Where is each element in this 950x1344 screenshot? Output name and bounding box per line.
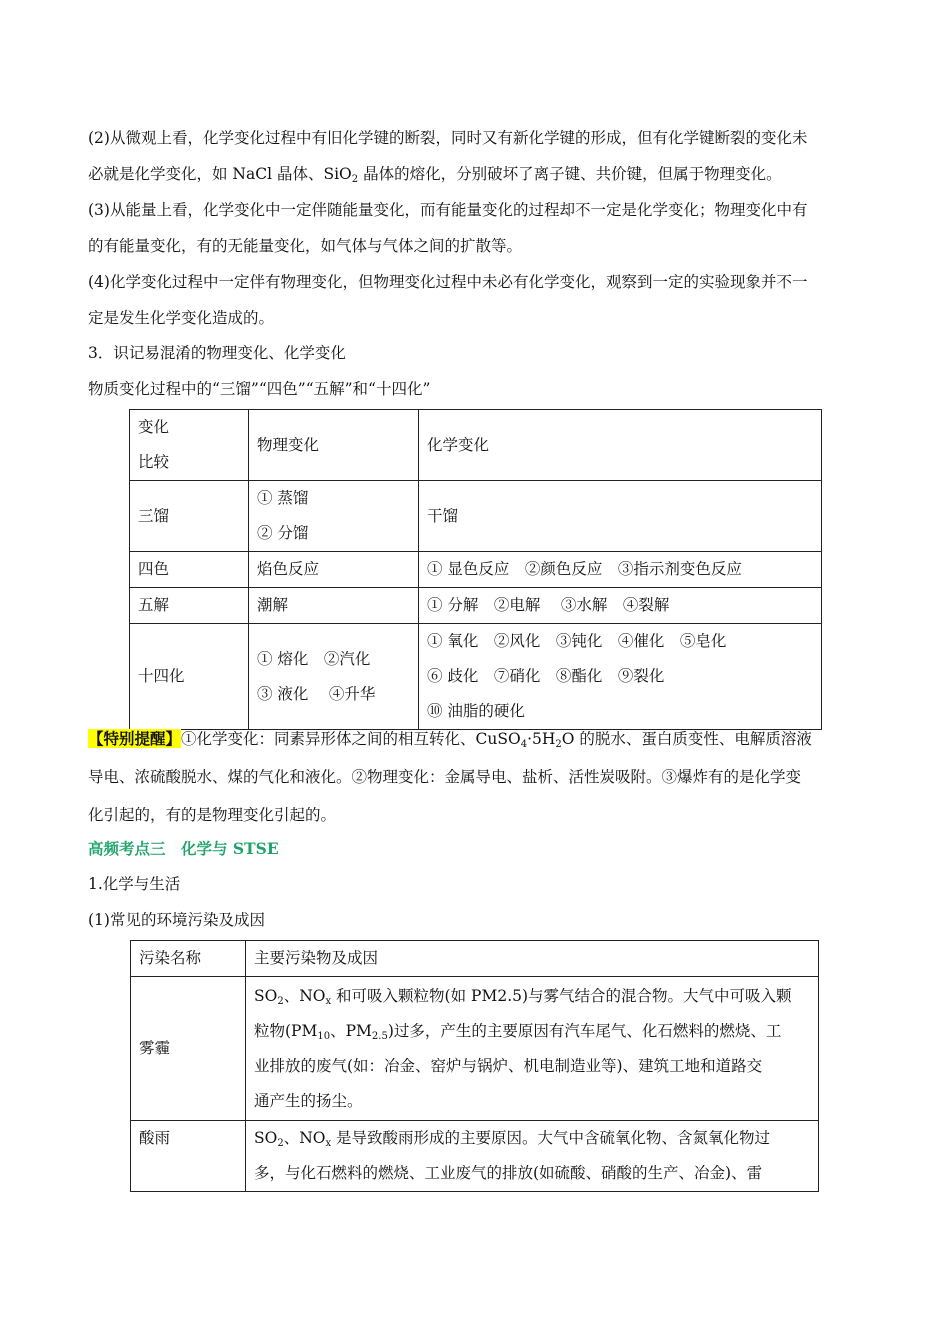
cell-line: ⑩ 油脂的硬化 bbox=[427, 702, 525, 720]
text: SO bbox=[254, 986, 278, 1005]
subscript: 2 bbox=[555, 739, 562, 750]
text: ·5H bbox=[527, 730, 556, 748]
text: 、PM bbox=[330, 1021, 372, 1040]
cell-line: ⑥ 歧化 ⑦硝化 ⑧酯化 ⑨裂化 bbox=[427, 667, 665, 685]
change-comparison-table bbox=[129, 409, 822, 730]
section-3-intro: 物质变化过程中的“三馏”“四色”“五解”和“十四化” bbox=[88, 380, 431, 398]
text: 、NO bbox=[283, 986, 326, 1005]
table-header-row bbox=[131, 941, 819, 977]
text: 必就是化学变化，如 NaCl 晶体、SiO bbox=[88, 165, 352, 183]
paragraph-2-line-1: (2)从微观上看，化学变化过程中有旧化学键的断裂，同时又有新化学键的形成，但有化学键断裂的变化未 bbox=[88, 129, 808, 147]
text: )过多，产生的主要原因有汽车尾气、化石燃料的燃烧、工 bbox=[387, 1021, 782, 1040]
table-header-row bbox=[130, 410, 822, 481]
header-line: 比较 bbox=[138, 453, 170, 471]
subscript: 2 bbox=[277, 1138, 284, 1149]
header-cell-physical bbox=[249, 410, 419, 481]
header-cell-name: 污染名称 bbox=[131, 941, 246, 977]
row-chemical bbox=[419, 624, 822, 730]
row-name: 五解 bbox=[130, 588, 249, 624]
paragraph-4-line-1: (4)化学变化过程中一定伴有物理变化，但物理变化过程中未必有化学变化，观察到一定的实验现象并不一 bbox=[88, 273, 808, 291]
cell-line: 业排放的废气(如：冶金、窑炉与锅炉、机电制造业等)、建筑工地和道路交 bbox=[254, 1056, 763, 1075]
text: 、NO bbox=[283, 1129, 326, 1147]
note-tag: 【特别提醒】 bbox=[88, 729, 182, 748]
header-cell-compare bbox=[130, 410, 249, 481]
row-name: 四色 bbox=[130, 552, 249, 588]
subscript: x bbox=[325, 1138, 332, 1149]
text: ①化学变化：同素异形体之间的相互转化、CuSO bbox=[181, 730, 521, 748]
cell-line: ① 氧化 ②风化 ③钝化 ④催化 ⑤皂化 bbox=[427, 632, 727, 650]
subscript: 10 bbox=[317, 1030, 331, 1042]
table-row bbox=[130, 481, 822, 552]
row-chemical: ① 分解 ②电解 ③水解 ④裂解 bbox=[419, 588, 822, 624]
cell-line: 通产生的扬尘。 bbox=[254, 1091, 363, 1110]
cell-line bbox=[254, 979, 810, 1014]
row-chemical: ① 显色反应 ②颜色反应 ③指示剂变色反应 bbox=[419, 552, 822, 588]
note-line-1 bbox=[88, 729, 812, 755]
cell-line: 多，与化石燃料的燃烧、工业废气的排放(如硫酸、硝酸的生产、冶金)、雷 bbox=[254, 1164, 763, 1182]
header-line: 变化 bbox=[138, 418, 170, 436]
cell-line bbox=[254, 1121, 810, 1156]
section-3-title: 3．识记易混淆的物理变化、化学变化 bbox=[88, 344, 346, 362]
text: 粒物(PM bbox=[254, 1021, 318, 1040]
row-physical: 潮解 bbox=[249, 588, 419, 624]
row-physical: 焰色反应 bbox=[249, 552, 419, 588]
row-cause bbox=[246, 977, 819, 1121]
row-chemical: 干馏 bbox=[419, 481, 822, 552]
text: 是导致酸雨形成的主要原因。大气中含硫氧化物、含氮氧化物过 bbox=[331, 1129, 771, 1147]
subscript: 2.5 bbox=[371, 1030, 388, 1042]
subscript: 2 bbox=[277, 995, 284, 1007]
cell-line: ③ 液化 ④升华 bbox=[257, 684, 376, 703]
table-row bbox=[131, 1121, 819, 1192]
subscript: x bbox=[325, 995, 332, 1007]
pollution-table bbox=[130, 940, 819, 1192]
note-line-3: 化引起的，有的是物理变化引起的。 bbox=[88, 806, 337, 824]
header-text: 物理变化 bbox=[257, 435, 320, 454]
subsection-title: (1)常见的环境污染及成因 bbox=[88, 911, 265, 929]
header-cell-cause: 主要污染物及成因 bbox=[246, 941, 819, 977]
note-line-2: 导电、浓硫酸脱水、煤的气化和液化。②物理变化：金属导电、盐析、活性炭吸附。③爆炸有的是化学变 bbox=[88, 768, 802, 786]
subscript: 4 bbox=[520, 739, 528, 750]
cell-line: ① 蒸馏 bbox=[257, 489, 309, 507]
table-row bbox=[131, 977, 819, 1121]
paragraph-3-line-2: 的有能量变化，有的无能量变化，如气体与气体之间的扩散等。 bbox=[88, 237, 523, 255]
table-row bbox=[130, 552, 822, 588]
subscript: 2 bbox=[351, 174, 359, 185]
row-name: 酸雨 bbox=[131, 1121, 246, 1192]
header-cell-chemical bbox=[419, 410, 822, 481]
cell-line: ① 熔化 ②汽化 bbox=[257, 649, 371, 668]
table-row bbox=[130, 588, 822, 624]
cell-line bbox=[254, 1014, 810, 1049]
paragraph-3-line-1: (3)从能量上看，化学变化中一定伴随能量变化，而有能量变化的过程却不一定是化学变化；物理变化中有 bbox=[88, 201, 808, 219]
paragraph-2-line-2 bbox=[88, 164, 782, 190]
row-physical bbox=[249, 481, 419, 552]
row-name: 十四化 bbox=[130, 624, 249, 730]
text: SO bbox=[254, 1129, 278, 1147]
row-name: 三馏 bbox=[130, 481, 249, 552]
cell-line: ② 分馏 bbox=[257, 524, 309, 542]
header-text: 化学变化 bbox=[427, 435, 490, 454]
section-heading: 高频考点三 化学与 STSE bbox=[88, 839, 279, 858]
row-cause bbox=[246, 1121, 819, 1192]
row-physical bbox=[249, 624, 419, 730]
subsection-title: 1.化学与生活 bbox=[88, 875, 181, 893]
text: O 的脱水、蛋白质变性、电解质溶液 bbox=[561, 730, 812, 748]
paragraph-4-line-2: 定是发生化学变化造成的。 bbox=[88, 309, 275, 327]
text: 和可吸入颗粒物(如 PM2.5)与雾气结合的混合物。大气中可吸入颗 bbox=[331, 986, 792, 1005]
text: 晶体的熔化，分别破坏了离子键、共价键，但属于物理变化。 bbox=[358, 165, 782, 183]
row-name: 雾霾 bbox=[131, 977, 246, 1121]
table-row bbox=[130, 624, 822, 730]
